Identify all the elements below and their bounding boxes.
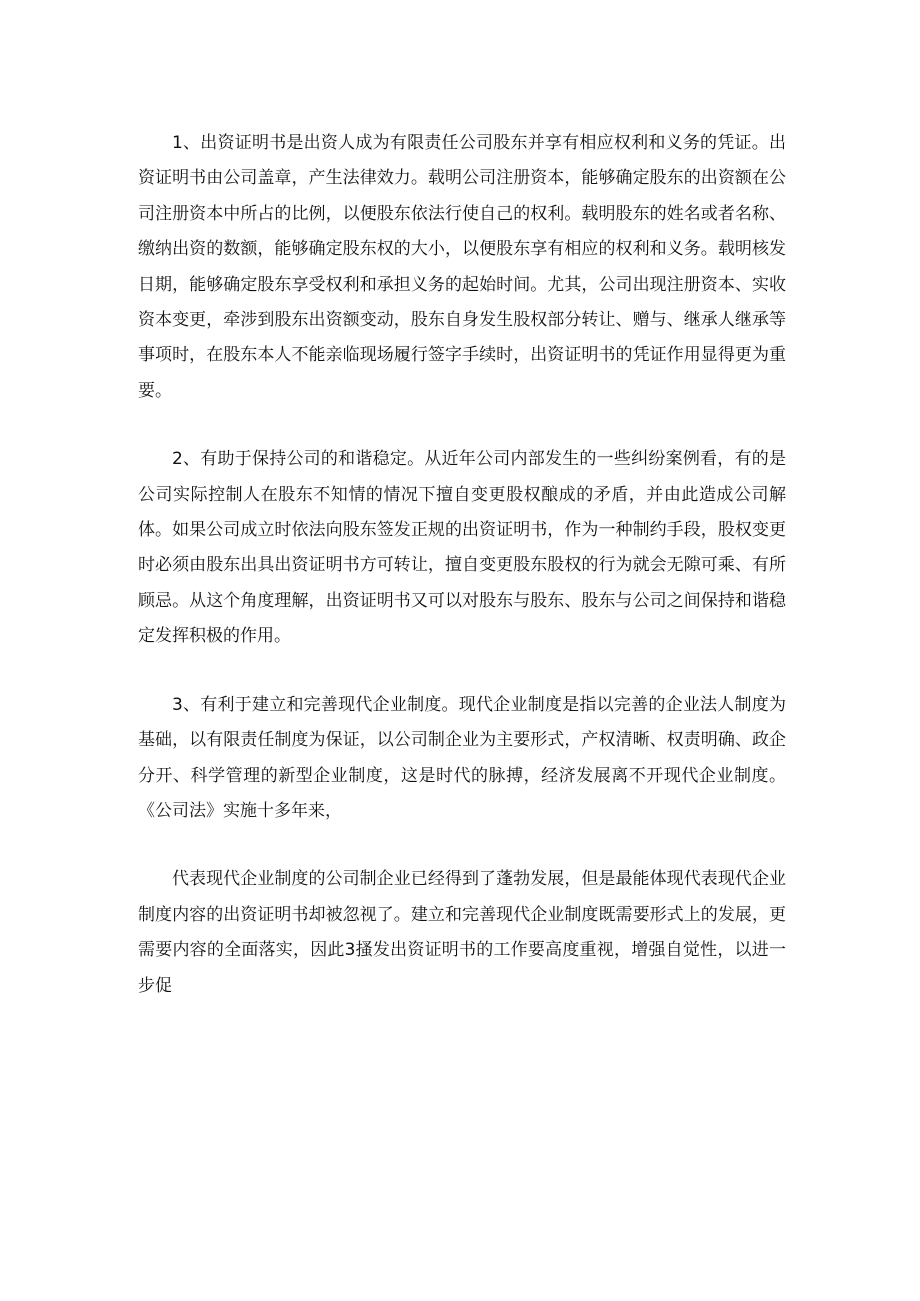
document-body (138, 126, 786, 1004)
paragraph-3: 3、有利于建立和完善现代企业制度。现代企业制度是指以完善的企业法人制度为基础，以有限责任制度为保证，以公司制企业为主要形式，产权清晰、权责明确、政企分开、科学管理的新型企业制度，这是时代的脉搏，经济发展离不开现代企业制度。《公司法》实施十多年来， (138, 694, 786, 821)
paragraph-1: 1、出资证明书是出资人成为有限责任公司股东并享有相应权利和义务的凭证。出资证明书由公司盖章，产生法律效力。载明公司注册资本，能够确定股东的出资额在公司注册资本中所占的比例，以便股东依法行使自己的权利。载明股东的姓名或者名称、缴纳出资的数额，能够确定股东权的大小，以便股东享有相应的权利和义务。载明核发日期，能够确定股东享受权利和承担义务的起始时间。尤其，公司出现注册资本、实收资本变更，牵涉到股东出资额变动，股东自身发生股权部分转让、赠与、继承人继承等事项时，在股东本人不能亲临现场履行签字手续时，出资证明书的凭证作用显得更为重要。 (138, 133, 786, 401)
paragraph-2: 2、有助于保持公司的和谐稳定。从近年公司内部发生的一些纠纷案例看，有的是公司实际控制人在股东不知情的情况下擅自变更股权酿成的矛盾，并由此造成公司解体。如果公司成立时依法向股东签发正规的出资证明书，作为一种制约手段，股权变更时必须由股东出具出资证明书方可转让，擅自变更股东股权的行为就会无隙可乘、有所顾忌。从这个角度理解，出资证明书又可以对股东与股东、股东与公司之间保持和谐稳定发挥积极的作用。 (138, 449, 786, 647)
paragraph-4: 代表现代企业制度的公司制企业已经得到了蓬勃发展，但是最能体现代表现代企业制度内容的出资证明书却被忽视了。建立和完善现代企业制度既需要形式上的发展，更需要内容的全面落实，因此3搔发出资证明书的工作要高度重视，增强自觉性，以进一步促 (138, 869, 786, 996)
